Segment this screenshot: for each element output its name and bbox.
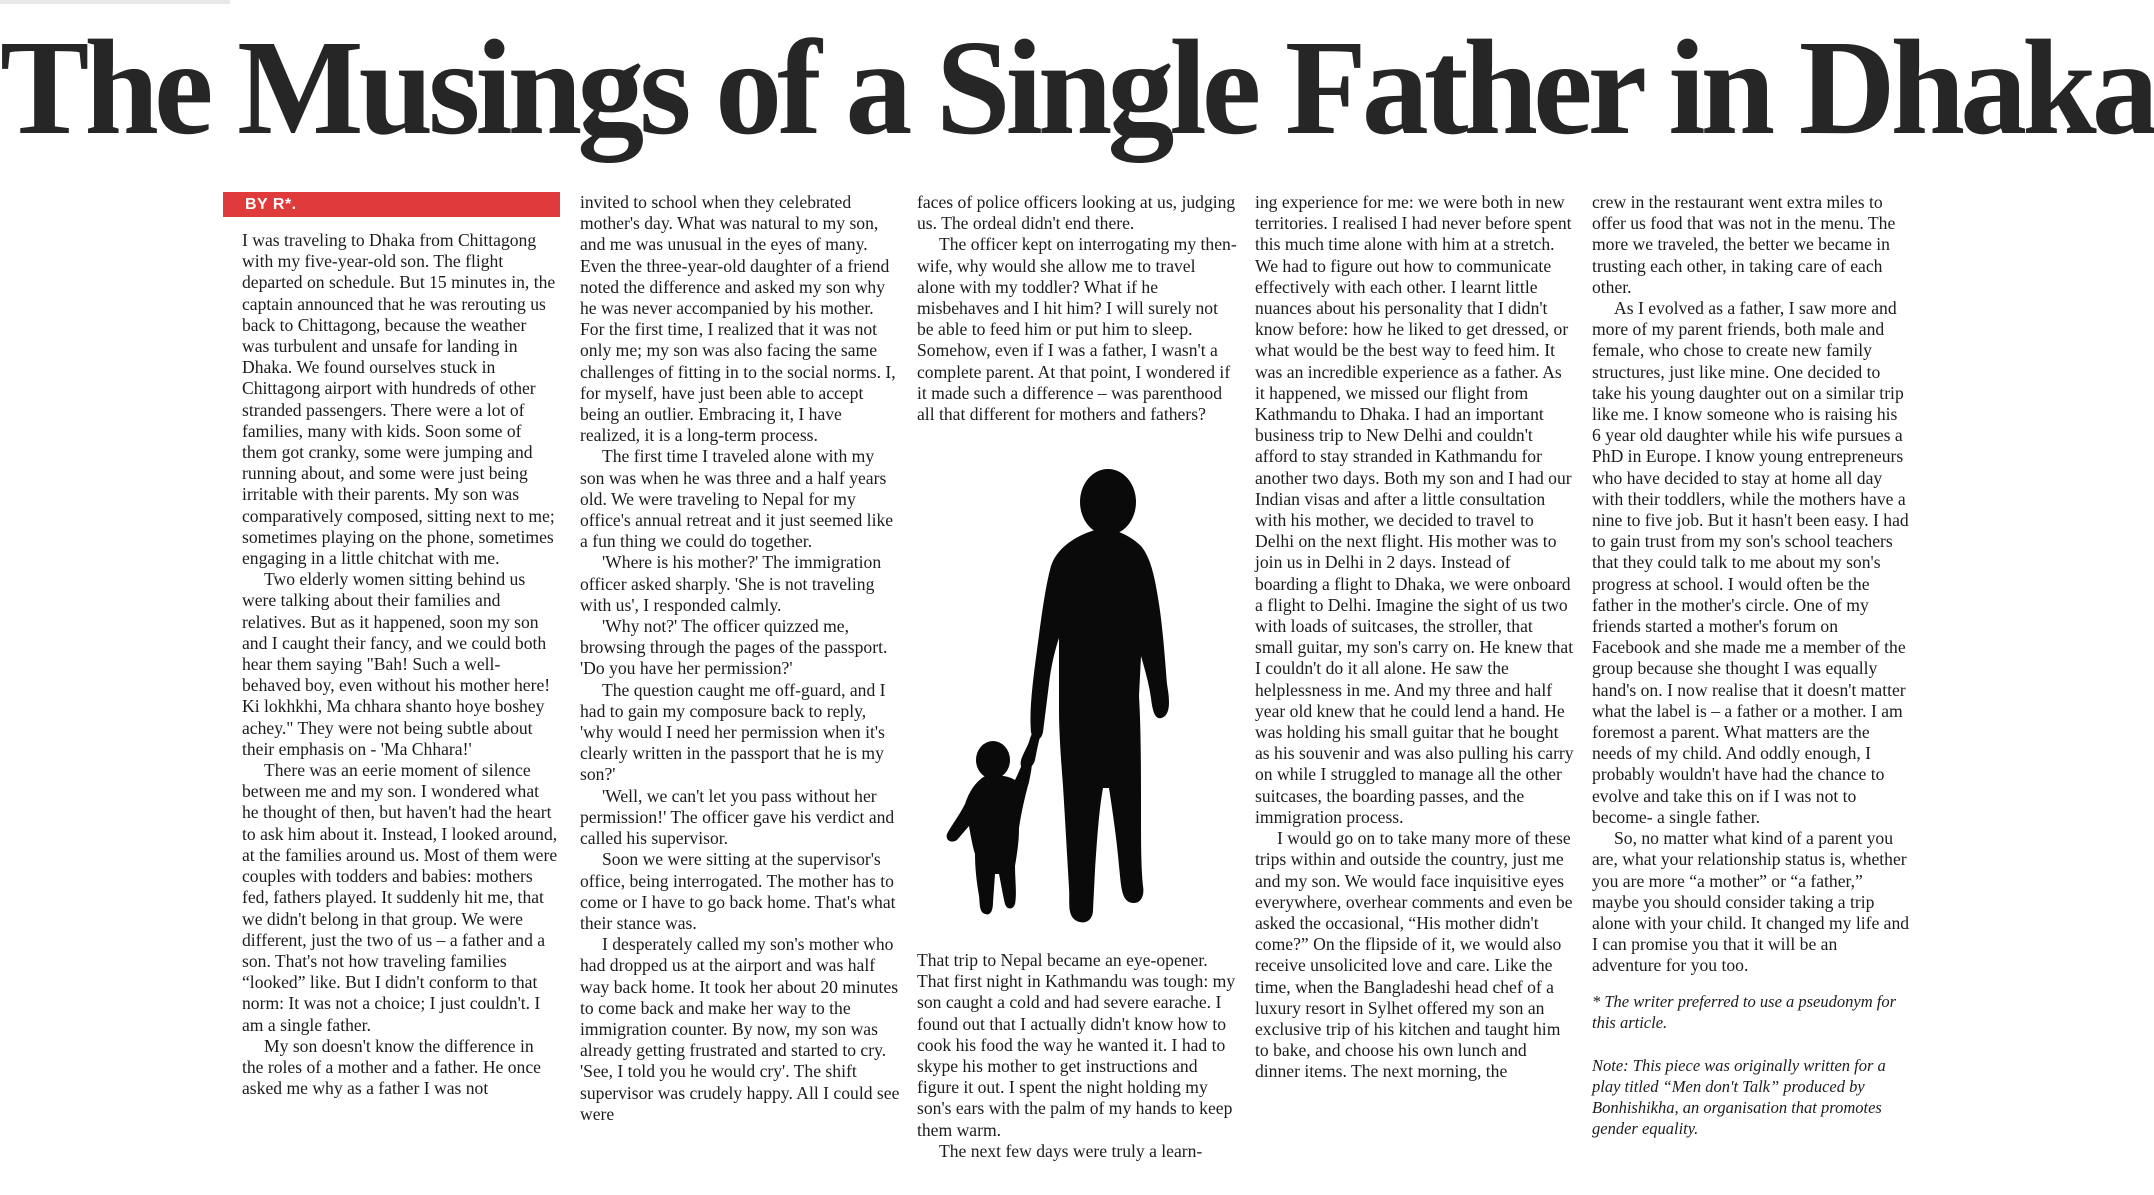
paragraph: invited to school when they celebrated mother's day. What was natural to my son, and me was unusual in the eyes of many. Even the three-year-old daughter of a friend noted the difference and asked my son why he was never accompanied by his mother. For the first time, I realized that it was not only me; my son was also facing the same challenges of fitting in to the social norms. I, for myself, have just been able to accept being an outlier. Embracing it, I have realized, it is a long-term process. [580,192,896,446]
article-column-5 [1592,192,1910,1139]
father-head [1080,469,1136,535]
article-column-3-bottom [917,950,1237,1162]
paragraph: The next few days were truly a learn- [939,1140,1203,1161]
paragraph: ing experience for me: we were both in new territories. I realised I had never before spent this much time alone with him at a stretch. We had to figure out how to communicate effectively with each other. I learnt little nuances about his personality that I didn't know before: how he liked to get dressed, or what would be the best way to feed him. It was an incredible experience as a father. As it happened, we missed our flight from Kathmandu to Dhaka. I had an important business trip to New Delhi and couldn't afford to stay stranded in Kathmandu for another two days. Both my son and I had our Indian visas and after a little consultation with his mother, we decided to travel to Delhi on the next flight. His mother was to join us in Delhi in 2 days. Instead of boarding a flight to Dhaka, we were onboard a flight to Delhi. Imagine the sight of us two with loads of suitcases, the stroller, that small guitar, my son's carry on. He knew that I couldn't do it all alone. He saw the helplessness in me. And my three and half year old knew that he could lend a hand. He was holding his small guitar that he bought as his souvenir and was also pulling his carry on while I struggled to manage all the other suitcases, the boarding passes, and the immigration process. [1255,192,1574,827]
paragraph: crew in the restaurant went extra miles to offer us food that was not in the menu. The more we traveled, the better we became in trusting each other, in taking care of each other. [1592,192,1896,297]
paragraph: I would go on to take many more of these trips within and outside the country, just me and my son. We would face inquisitive eyes everywhere, overhear comments and even be asked the occasional, “His mother didn't come?” On the flipside of it, we would also receive unsolicited love and care. Like the time, when the Bangladeshi head chef of a luxury resort in Sylhet offered my son an exclusive trip of his kitchen and taught him to bake, and choose his own lunch and dinner items. The next morning, the [1255,828,1573,1082]
child-head [976,741,1010,779]
article-column-1 [242,230,558,1099]
paragraph: 'Where is his mother?' The immigration officer asked sharply. 'She is not traveling with us', I responded calmly. [580,552,882,615]
article-column-4 [1255,192,1575,1083]
pseudonym-note [1592,991,1910,1033]
paragraph: Soon we were sitting at the supervisor's office, being interrogated. The mother has to come or I have to go back home. That's what their stance was. [580,849,896,933]
origin-note [1592,1055,1910,1139]
pseudonym-note-text: * The writer preferred to use a pseudonym for this article. [1592,991,1897,1032]
paragraph: The question caught me off-guard, and I had to gain my composure back to reply, 'why would I need her permission when it's clearly written in the passport that he is my son?' [580,679,886,785]
paragraph: Two elderly women sitting behind us were talking about their families and relatives. But as it happened, soon my son and I caught their fancy, and we could both hear them saying "Bah! Such a well-behaved boy, even without his mother here! Ki lokhkhi, Ma chhara shanto hoye boshey achey." They were not being subtle about their emphasis on - 'Ma Chhara!' [242,569,551,759]
paragraph: My son doesn't know the difference in the roles of a mother and a father. He once asked me why as a father I was not [242,1035,541,1099]
paragraph: That trip to Nepal became an eye-opener. That first night in Kathmandu was tough: my son caught a cold and had severe earache. I found out that I actually didn't know how to cook his food the way he wanted it. I had to skype his mother to get instructions and figure it out. I spent the night holding my son's ears with the palm of my hands to keep them warm. [917,950,1236,1140]
paragraph: 'Why not?' The officer quizzed me, browsing through the pages of the passport. 'Do you have her permission?' [580,616,888,679]
top-rule [0,0,230,4]
paragraph: The first time I traveled alone with my son was when he was three and a half years old. We were traveling to Nepal for my office's annual retreat and it just seemed like a fun thing we could do together. [580,446,894,552]
child-body [947,752,1032,914]
paragraph: I desperately called my son's mother who had dropped us at the airport and was half way back home. It took her about 20 minutes to come back and make her way to the immigration counter. By now, my son was already getting frustrated and started to cry. 'See, I told you he would cry'. The shift supervisor was crudely happy. All I could see were [580,934,900,1124]
father-body [1030,528,1169,922]
article-column-2 [580,192,900,1125]
father-child-silhouette-icon [945,470,1265,930]
paragraph: I was traveling to Dhaka from Chittagong with my five-year-old son. The flight departed on schedule. But 15 minutes in, the captain announced that he was rerouting us back to Chittagong, because the weather was turbulent and unsafe for landing in Dhaka. We found ourselves stuck in Chittagong airport with hundreds of other stranded passengers. There were a lot of families, many with kids. Soon some of them got cranky, some were jumping and running about, and some were just being irritable with their parents. My son was comparatively composed, sitting next to me; sometimes playing on the phone, sometimes engaging in a little chitchat with me. [242,230,556,569]
paragraph: 'Well, we can't let you pass without her permission!' The officer gave his verdict and called his supervisor. [580,785,895,849]
origin-note-text: Note: This piece was originally written for a play titled “Men don't Talk” produced by Bonhishikha, an organisation that promotes gender equality. [1592,1055,1886,1138]
paragraph: As I evolved as a father, I saw more and more of my parent friends, both male and female, who chose to create new family structures, just like mine. One decided to take his young daughter out on a similar trip like me. I know someone who is raising his 6 year old daughter while his wife pursues a PhD in Europe. I know young entrepreneurs who have decided to stay at home all day with their toddlers, while the mothers have a nine to five job. But it hasn't been easy. I had to gain trust from my son's school teachers that they could talk to me about my son's progress at school. I would often be the father in the mother's circle. One of my friends started a mother's forum on Facebook and she made me a member of the group because she thought I was equally hand's on. I now realise that it doesn't matter what the label is – a father or a mother. I am foremost a parent. What matters are the needs of my child. And oddly enough, I probably wouldn't have had the chance to evolve and take this on if I was not to become- a single father. [1592,298,1909,827]
headline: The Musings of a Single Father in Dhaka [0,13,2154,163]
paragraph: So, no matter what kind of a parent you are, what your relationship status is, whether you are more “a mother” or “a father,” maybe you should consider taking a trip alone with your child. It changed my life and I can promise you that it will be an adventure for you too. [1592,828,1910,976]
article-column-3-top [917,192,1237,425]
paragraph: There was an eerie moment of silence between me and my son. I wondered what he thought of then, but haven't had the heart to ask him about it. Instead, I looked around, at the families around us. Most of them were couples with todders and babies: mothers fed, fathers played. It suddenly hit me, that we didn't belong in that group. We were different, just the two of us – a father and a son. That's not how traveling families “looked” like. But I didn't conform to that norm: It was not a choice; I just couldn't. I am a single father. [242,760,558,1035]
byline: BY R*. [223,192,560,217]
paragraph: The officer kept on interrogating my then-wife, why would she allow me to travel alone with my toddler? What if he misbehaves and I hit him? I will surely not be able to feed him or put him to sleep. Somehow, even if I was a father, I wasn't a complete parent. At that point, I wondered if it made such a difference – was parenthood all that different for mothers and fathers? [917,234,1237,425]
paragraph: faces of police officers looking at us, judging us. The ordeal didn't end there. [917,192,1236,234]
